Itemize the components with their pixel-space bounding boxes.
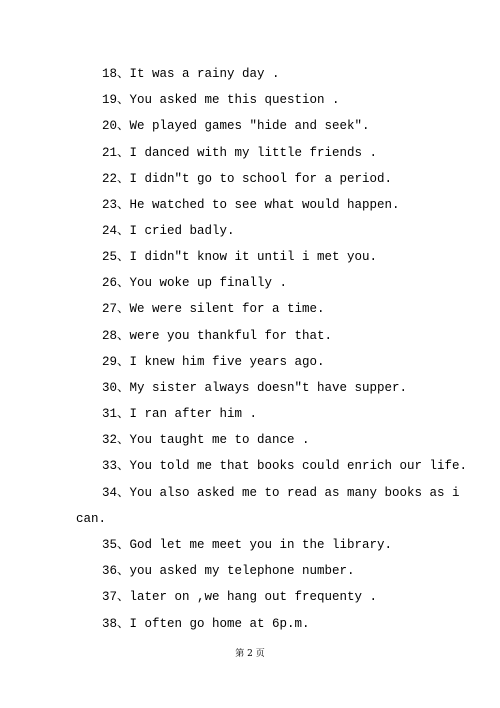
text-line: 27、We were silent for a time.: [102, 302, 325, 316]
text-line: 23、He watched to see what would happen.: [102, 198, 400, 212]
text-line: 19、You asked me this question .: [102, 93, 340, 107]
text-line: 31、I ran after him .: [102, 407, 258, 421]
text-line: 36、you asked my telephone number.: [102, 564, 355, 578]
text-line: 29、I knew him five years ago.: [102, 355, 325, 369]
text-line: 20、We played games "hide and seek".: [102, 119, 370, 133]
text-line: 34、You also asked me to read as many books as i: [102, 486, 460, 500]
text-line: 37、later on ,we hang out frequenty .: [102, 590, 378, 604]
text-line: 30、My sister always doesn"t have supper.: [102, 381, 408, 395]
text-line: 22、I didn"t go to school for a period.: [102, 172, 393, 186]
page-number: 第 2 页: [235, 649, 265, 659]
text-line: 38、I often go home at 6p.m.: [102, 617, 310, 631]
text-line: 28、were you thankful for that.: [102, 329, 333, 343]
text-line: 21、I danced with my little friends .: [102, 146, 378, 160]
text-line: 35、God let me meet you in the library.: [102, 538, 393, 552]
text-line: 26、You woke up finally .: [102, 276, 288, 290]
text-line: can.: [76, 512, 107, 526]
text-line: 33、You told me that books could enrich our life.: [102, 459, 468, 473]
text-line: 25、I didn"t know it until i met you.: [102, 250, 378, 264]
text-line: 18、It was a rainy day .: [102, 67, 280, 81]
text-line: 32、You taught me to dance .: [102, 433, 310, 447]
text-line: 24、I cried badly.: [102, 224, 235, 238]
